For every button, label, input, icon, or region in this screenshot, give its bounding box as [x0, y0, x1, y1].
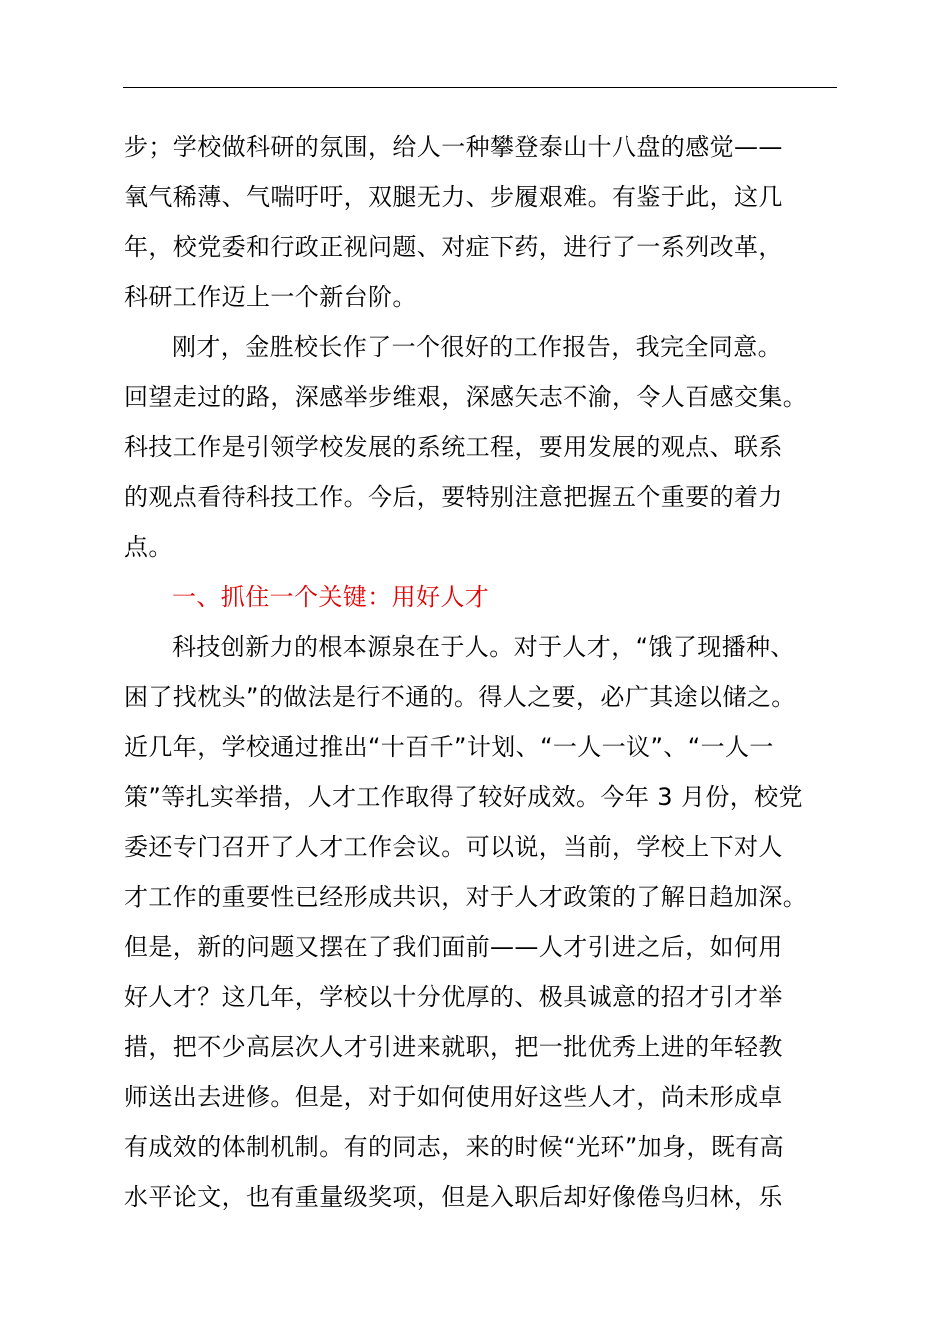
text-line: 水平论文，也有重量级奖项，但是入职后却好像倦鸟归林，乐	[124, 1183, 783, 1211]
text-line: 年，校党委和行政正视问题、对症下药，进行了一系列改革，	[124, 233, 783, 261]
text-line: 刚才，金胜校长作了一个很好的工作报告，我完全同意。	[172, 333, 782, 361]
text-line: 近几年，学校通过推出“十百千”计划、“一人一议”、“一人一	[124, 733, 774, 761]
text-line: 步；学校做科研的氛围，给人一种攀登泰山十八盘的感觉——	[124, 133, 783, 161]
text-line: 但是，新的问题又摆在了我们面前——人才引进之后，如何用	[124, 933, 783, 961]
header-rule	[123, 87, 837, 88]
text-line: 好人才？这几年，学校以十分优厚的、极具诚意的招才引才举	[124, 983, 783, 1011]
text-line: 科研工作迈上一个新台阶。	[124, 283, 417, 311]
text-line: 的观点看待科技工作。今后，要特别注意把握五个重要的着力	[124, 483, 783, 511]
text-line: 有成效的体制机制。有的同志，来的时候“光环”加身，既有高	[124, 1133, 785, 1161]
text-line: 点。	[124, 533, 173, 561]
text-line: 氧气稀薄、气喘吁吁，双腿无力、步履艰难。有鉴于此，这几	[124, 183, 783, 211]
text-line: 困了找枕头”的做法是行不通的。得人之要，必广其途以储之。	[124, 683, 796, 711]
text-line: 策”等扎实举措，人才工作取得了较好成效。今年 3 月份，校党	[124, 783, 803, 811]
text-line: 委还专门召开了人才工作会议。可以说，当前，学校上下对人	[124, 833, 783, 861]
text-line: 科技创新力的根本源泉在于人。对于人才，“饿了现播种、	[172, 633, 795, 661]
text-line: 回望走过的路，深感举步维艰，深感矢志不渝，令人百感交集。	[124, 383, 808, 411]
text-line: 才工作的重要性已经形成共识，对于人才政策的了解日趋加深。	[124, 883, 808, 911]
text-line: 师送出去进修。但是，对于如何使用好这些人才，尚未形成卓	[124, 1083, 783, 1111]
text-line: 措，把不少高层次人才引进来就职，把一批优秀上进的年轻教	[124, 1033, 783, 1061]
section-heading: 一、抓住一个关键：用好人才	[172, 583, 490, 611]
text-line: 科技工作是引领学校发展的系统工程，要用发展的观点、联系	[124, 433, 783, 461]
